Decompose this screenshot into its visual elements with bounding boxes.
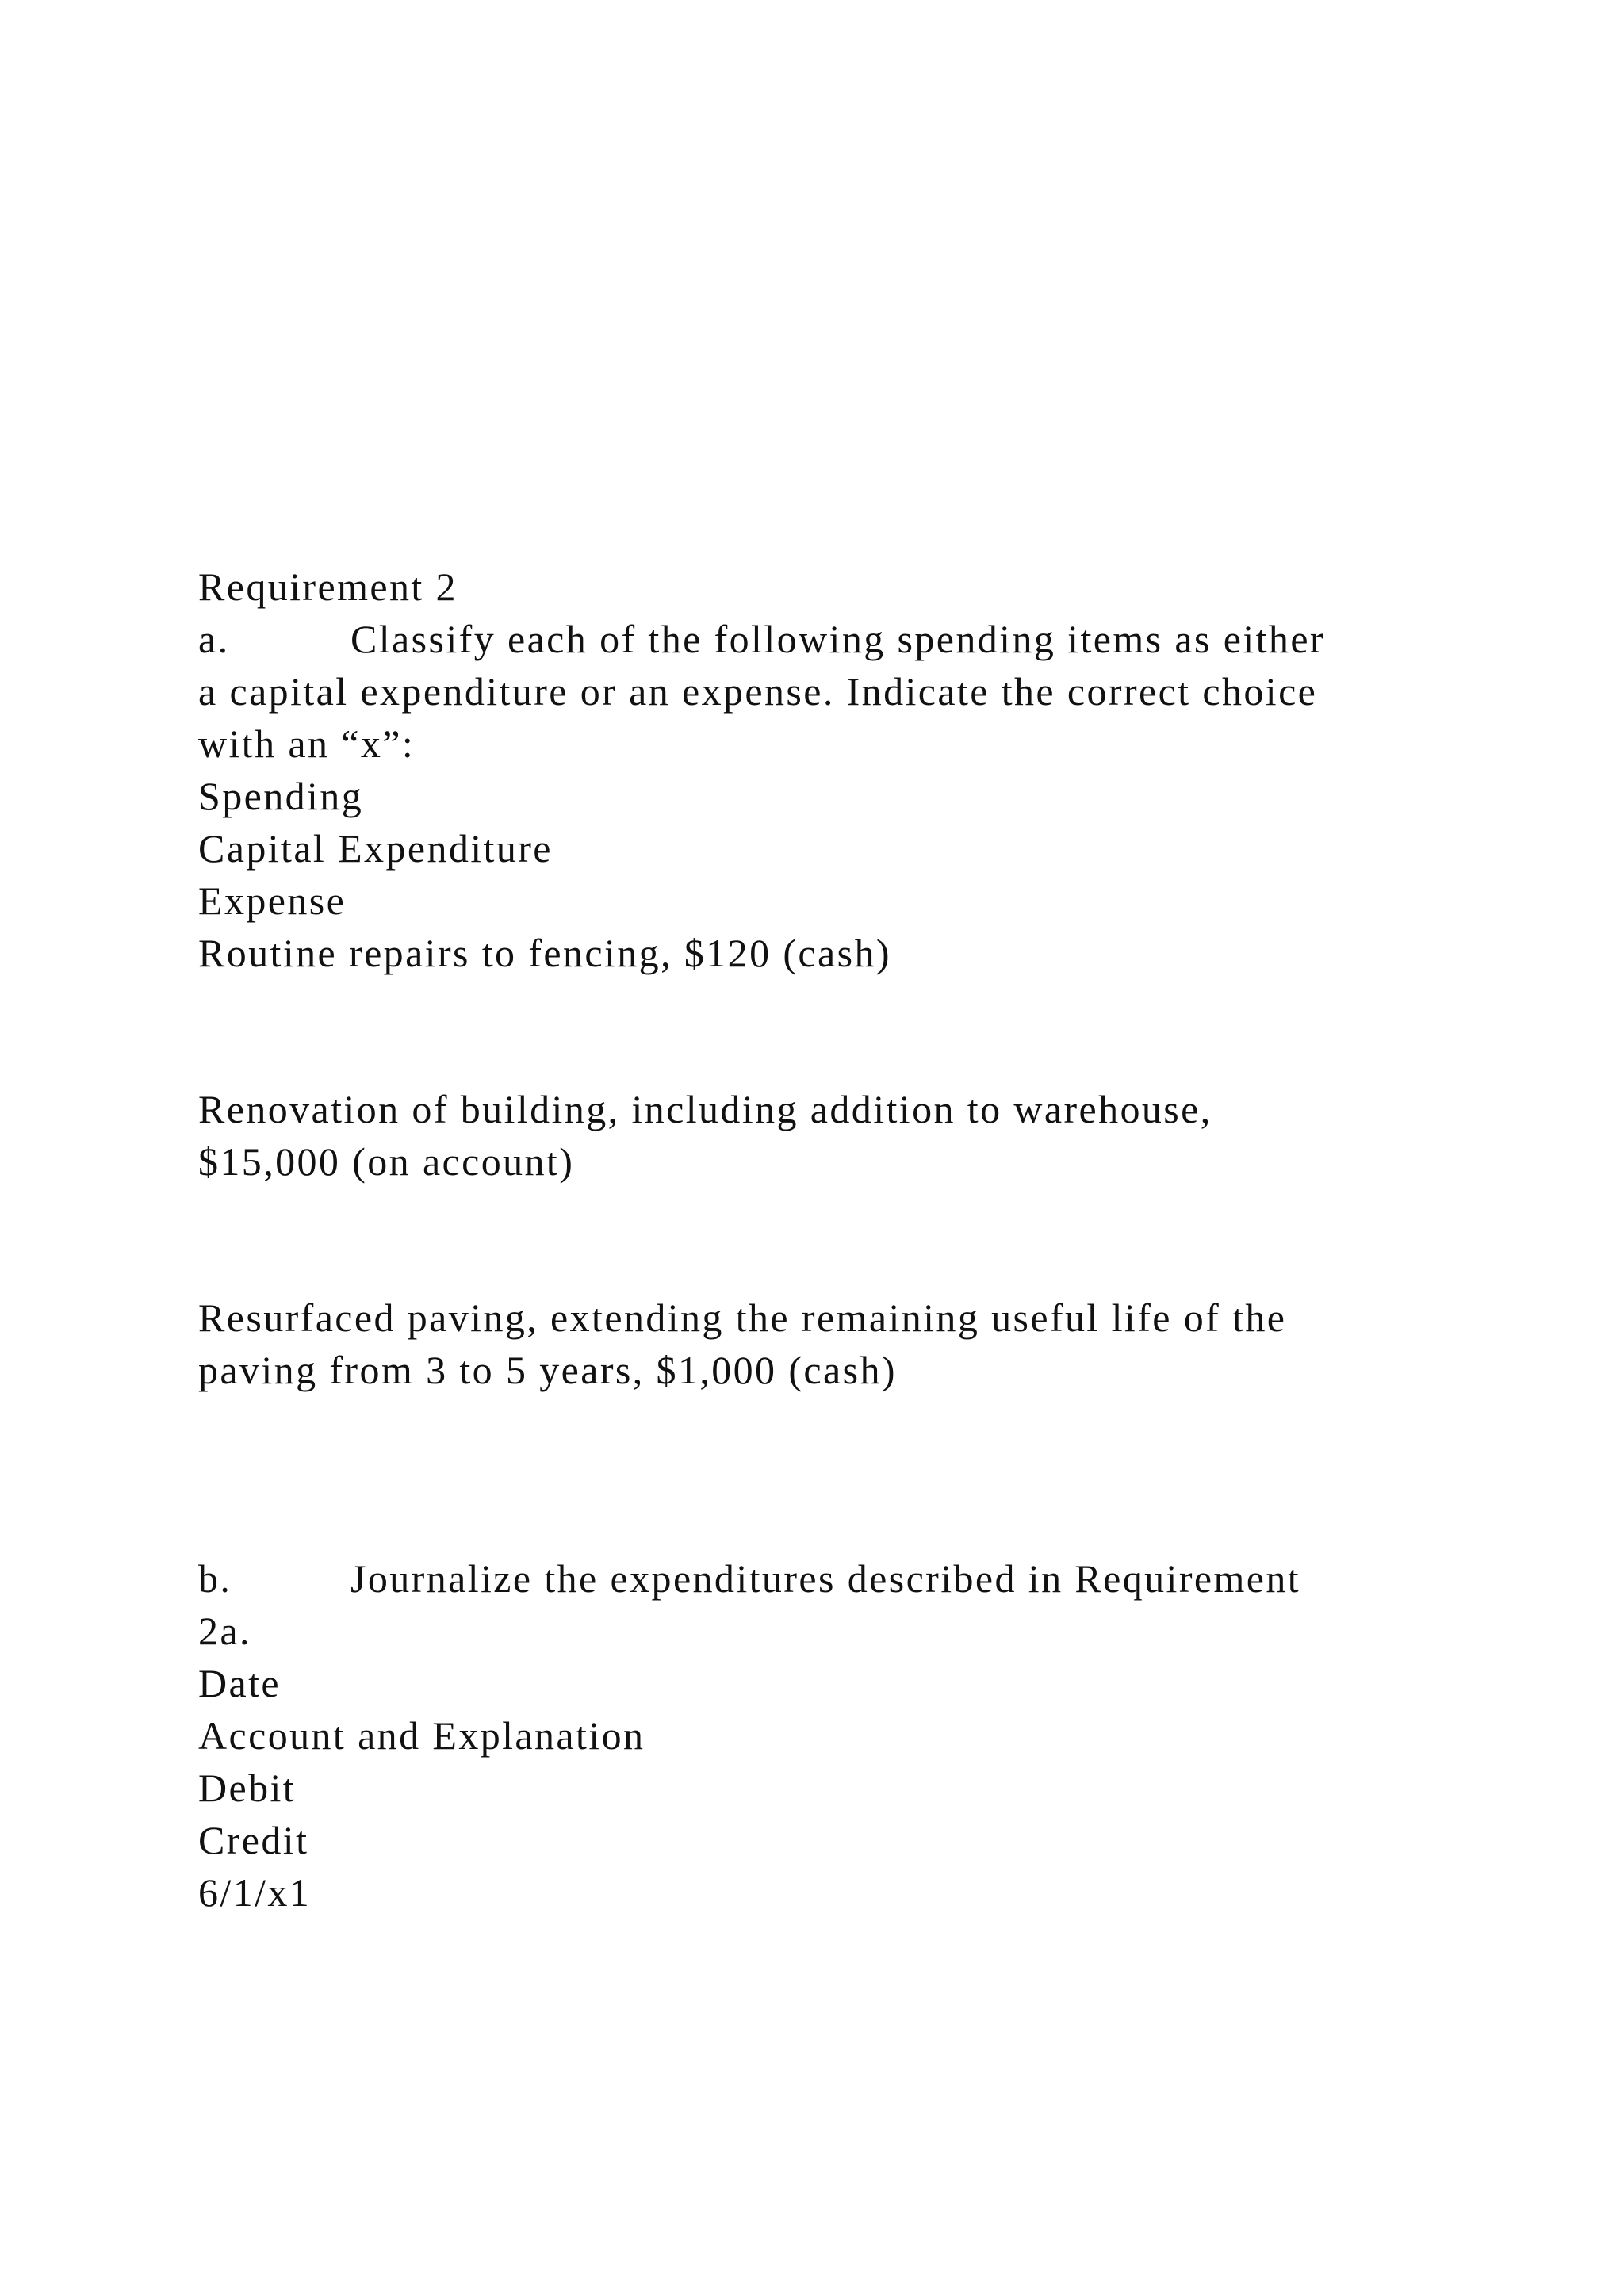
part-b-marker: b. xyxy=(198,1556,232,1601)
table-header-spending: Spending xyxy=(198,774,364,818)
part-b-instruction-text: Journalize the expenditures described in Requirement xyxy=(350,1556,1301,1601)
table-header-capital-expenditure: Capital Expenditure xyxy=(198,826,553,871)
spending-item-paving-line-2: paving from 3 to 5 years, $1,000 (cash) xyxy=(198,1348,897,1392)
spending-item-fencing: Routine repairs to fencing, $120 (cash) xyxy=(198,931,891,975)
part-a-instruction-text: Classify each of the following spending items as either xyxy=(350,617,1325,661)
part-a-instruction-line-3: with an “x”: xyxy=(198,721,416,766)
journal-header-debit: Debit xyxy=(198,1766,297,1810)
spending-item-renovation-line-1: Renovation of building, including addition to warehouse, xyxy=(198,1087,1212,1131)
requirement-heading: Requirement 2 xyxy=(198,564,458,609)
journal-header-account: Account and Explanation xyxy=(198,1713,645,1758)
part-b-instruction-line-1 xyxy=(198,1552,1300,1605)
spending-item-paving-line-1: Resurfaced paving, extending the remaining useful life of the xyxy=(198,1295,1287,1340)
table-header-expense: Expense xyxy=(198,878,347,923)
part-a-instruction-line-1 xyxy=(198,613,1325,665)
spending-item-renovation-line-2: $15,000 (on account) xyxy=(198,1139,575,1184)
part-a-marker: a. xyxy=(198,617,230,661)
part-a-instruction-line-2: a capital expenditure or an expense. Indicate the correct choice xyxy=(198,669,1318,714)
journal-header-credit: Credit xyxy=(198,1818,309,1862)
journal-header-date: Date xyxy=(198,1661,281,1705)
journal-date-entry: 6/1/x1 xyxy=(198,1870,312,1915)
part-b-instruction-line-2: 2a. xyxy=(198,1609,251,1653)
